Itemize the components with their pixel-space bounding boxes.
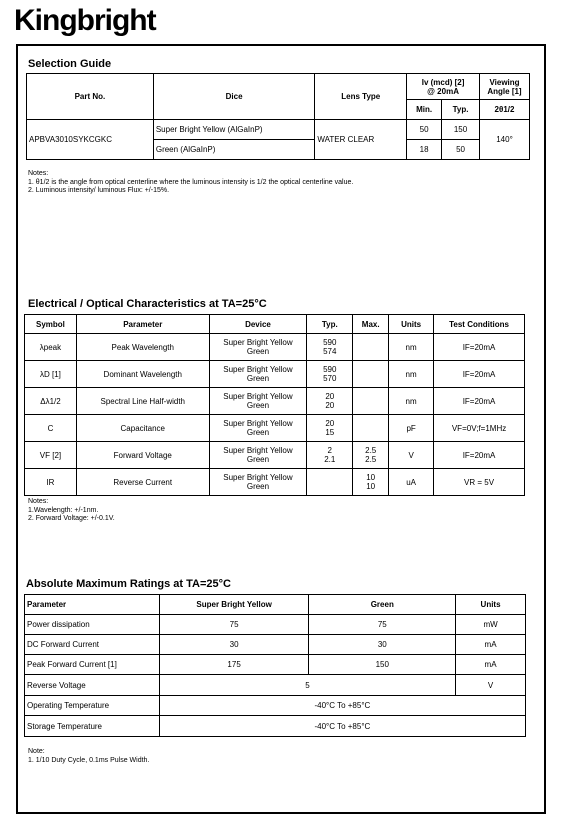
note-line: Note: [28,748,45,755]
note-line: 2. Luminous intensity/ luminous Flux: +/-15%. [28,187,170,194]
typ-cell: 590 574 [307,334,353,361]
parameter-cell: Peak Wavelength [76,334,209,361]
symbol-cell: λD [1] [25,361,77,388]
note-line: 1. θ1/2 is the angle from optical centerline where the luminous intensity is 1/2 the optical centerline value. [28,178,354,186]
yellow-cell: 30 [159,635,309,655]
parameter-cell: Dominant Wavelength [76,361,209,388]
typ-cell: 2 2.1 [307,442,353,469]
device-cell: Super Bright Yellow Green [209,361,307,388]
electrical-table [24,314,525,496]
parameter-cell: Peak Forward Current [1] [25,655,160,675]
typ-cell [307,469,353,496]
header-parameter: Parameter [76,315,209,334]
dice-green: Green (AlGaInP) [153,140,315,160]
iv-min-yellow: 50 [407,120,442,140]
table-row [25,388,525,415]
device-cell: Super Bright Yellow Green [209,469,307,496]
brand-logo: Kingbright [14,4,156,37]
header-dice: Dice [153,74,315,120]
header-part-no: Part No. [27,74,154,120]
header-symbol: Symbol [25,315,77,334]
header-theta: 2θ1/2 [480,100,530,120]
absolute-notes [28,748,149,765]
storage-temp-value: -40°C To +85°C [159,716,525,737]
max-cell [353,334,389,361]
parameter-cell: Spectral Line Half-width [76,388,209,415]
units-cell: nm [389,361,434,388]
green-cell: 75 [309,615,456,635]
header-green: Green [309,595,456,615]
device-cell: Super Bright Yellow Green [209,388,307,415]
device-cell: Super Bright Yellow Green [209,442,307,469]
header-device: Device [209,315,307,334]
yellow-cell: 75 [159,615,309,635]
green-cell: 30 [309,635,456,655]
absolute-ratings-table [24,594,526,737]
device-cell: Super Bright Yellow Green [209,334,307,361]
iv-typ-green: 50 [442,140,480,160]
condition-cell: IF=20mA [434,361,525,388]
selection-notes [28,170,353,196]
parameter-cell: Forward Voltage [76,442,209,469]
header-min: Min. [407,100,442,120]
table-row [25,615,526,635]
symbol-cell: λpeak [25,334,77,361]
note-line: Notes: [28,498,49,505]
header-typ: Typ. [307,315,353,334]
max-cell [353,388,389,415]
header-typ: Typ. [442,100,480,120]
header-parameter: Parameter [25,595,160,615]
operating-temp-value: -40°C To +85°C [159,696,525,716]
storage-temp-label: Storage Temperature [25,716,160,737]
max-cell [353,415,389,442]
typ-cell: 20 20 [307,388,353,415]
selection-guide-table [26,73,530,160]
operating-temp-label: Operating Temperature [25,696,160,716]
max-cell [353,361,389,388]
parameter-cell: DC Forward Current [25,635,160,655]
header-viewing-angle: Viewing Angle [1] [480,74,530,100]
green-cell: 150 [309,655,456,675]
table-row [25,415,525,442]
header-iv: Iv (mcd) [2] @ 20mA [407,74,480,100]
typ-cell: 20 15 [307,415,353,442]
header-units: Units [389,315,434,334]
units-cell: pF [389,415,434,442]
electrical-title: Electrical / Optical Characteristics at TA=25°C [28,298,267,310]
table-row [25,635,526,655]
header-units: Units [456,595,526,615]
part-number: APBVA3010SYKCGKC [27,120,154,160]
parameter-cell: Power dissipation [25,615,160,635]
condition-cell: IF=20mA [434,334,525,361]
symbol-cell: IR [25,469,77,496]
iv-typ-yellow: 150 [442,120,480,140]
selection-guide-title: Selection Guide [28,58,112,70]
max-cell: 2.5 2.5 [353,442,389,469]
units-cell: nm [389,388,434,415]
condition-cell: VR = 5V [434,469,525,496]
units-cell: V [389,442,434,469]
iv-min-green: 18 [407,140,442,160]
table-row [25,361,525,388]
table-row [25,469,525,496]
header-super-bright-yellow: Super Bright Yellow [159,595,309,615]
note-line: 1. 1/10 Duty Cycle, 0.1ms Pulse Width. [28,756,150,764]
yellow-cell: 175 [159,655,309,675]
viewing-angle-value: 140° [480,120,530,160]
header-max: Max. [353,315,389,334]
units-cell: uA [389,469,434,496]
units-cell: nm [389,334,434,361]
condition-cell: VF=0V;f=1MHz [434,415,525,442]
reverse-voltage-label: Reverse Voltage [25,675,160,696]
condition-cell: IF=20mA [434,388,525,415]
absolute-ratings-title: Absolute Maximum Ratings at TA=25°C [26,578,231,590]
table-row [25,442,525,469]
condition-cell: IF=20mA [434,442,525,469]
note-line: Notes: [28,170,49,177]
symbol-cell: VF [2] [25,442,77,469]
units-cell: mW [456,615,526,635]
header-lens-type: Lens Type [315,74,407,120]
table-row [25,655,526,675]
device-cell: Super Bright Yellow Green [209,415,307,442]
symbol-cell: Δλ1/2 [25,388,77,415]
table-row [25,334,525,361]
units-cell: mA [456,655,526,675]
electrical-notes [28,498,115,524]
reverse-voltage-value: 5 [159,675,455,696]
reverse-voltage-units: V [456,675,526,696]
parameter-cell: Reverse Current [76,469,209,496]
max-cell: 10 10 [353,469,389,496]
typ-cell: 590 570 [307,361,353,388]
lens-type: WATER CLEAR [315,120,407,160]
note-line: 1.Wavelength: +/-1nm. [28,506,99,514]
symbol-cell: C [25,415,77,442]
parameter-cell: Capacitance [76,415,209,442]
note-line: 2. Forward Voltage: +/-0.1V. [28,515,115,522]
units-cell: mA [456,635,526,655]
header-test-conditions: Test Conditions [434,315,525,334]
dice-yellow: Super Bright Yellow (AlGaInP) [153,120,315,140]
